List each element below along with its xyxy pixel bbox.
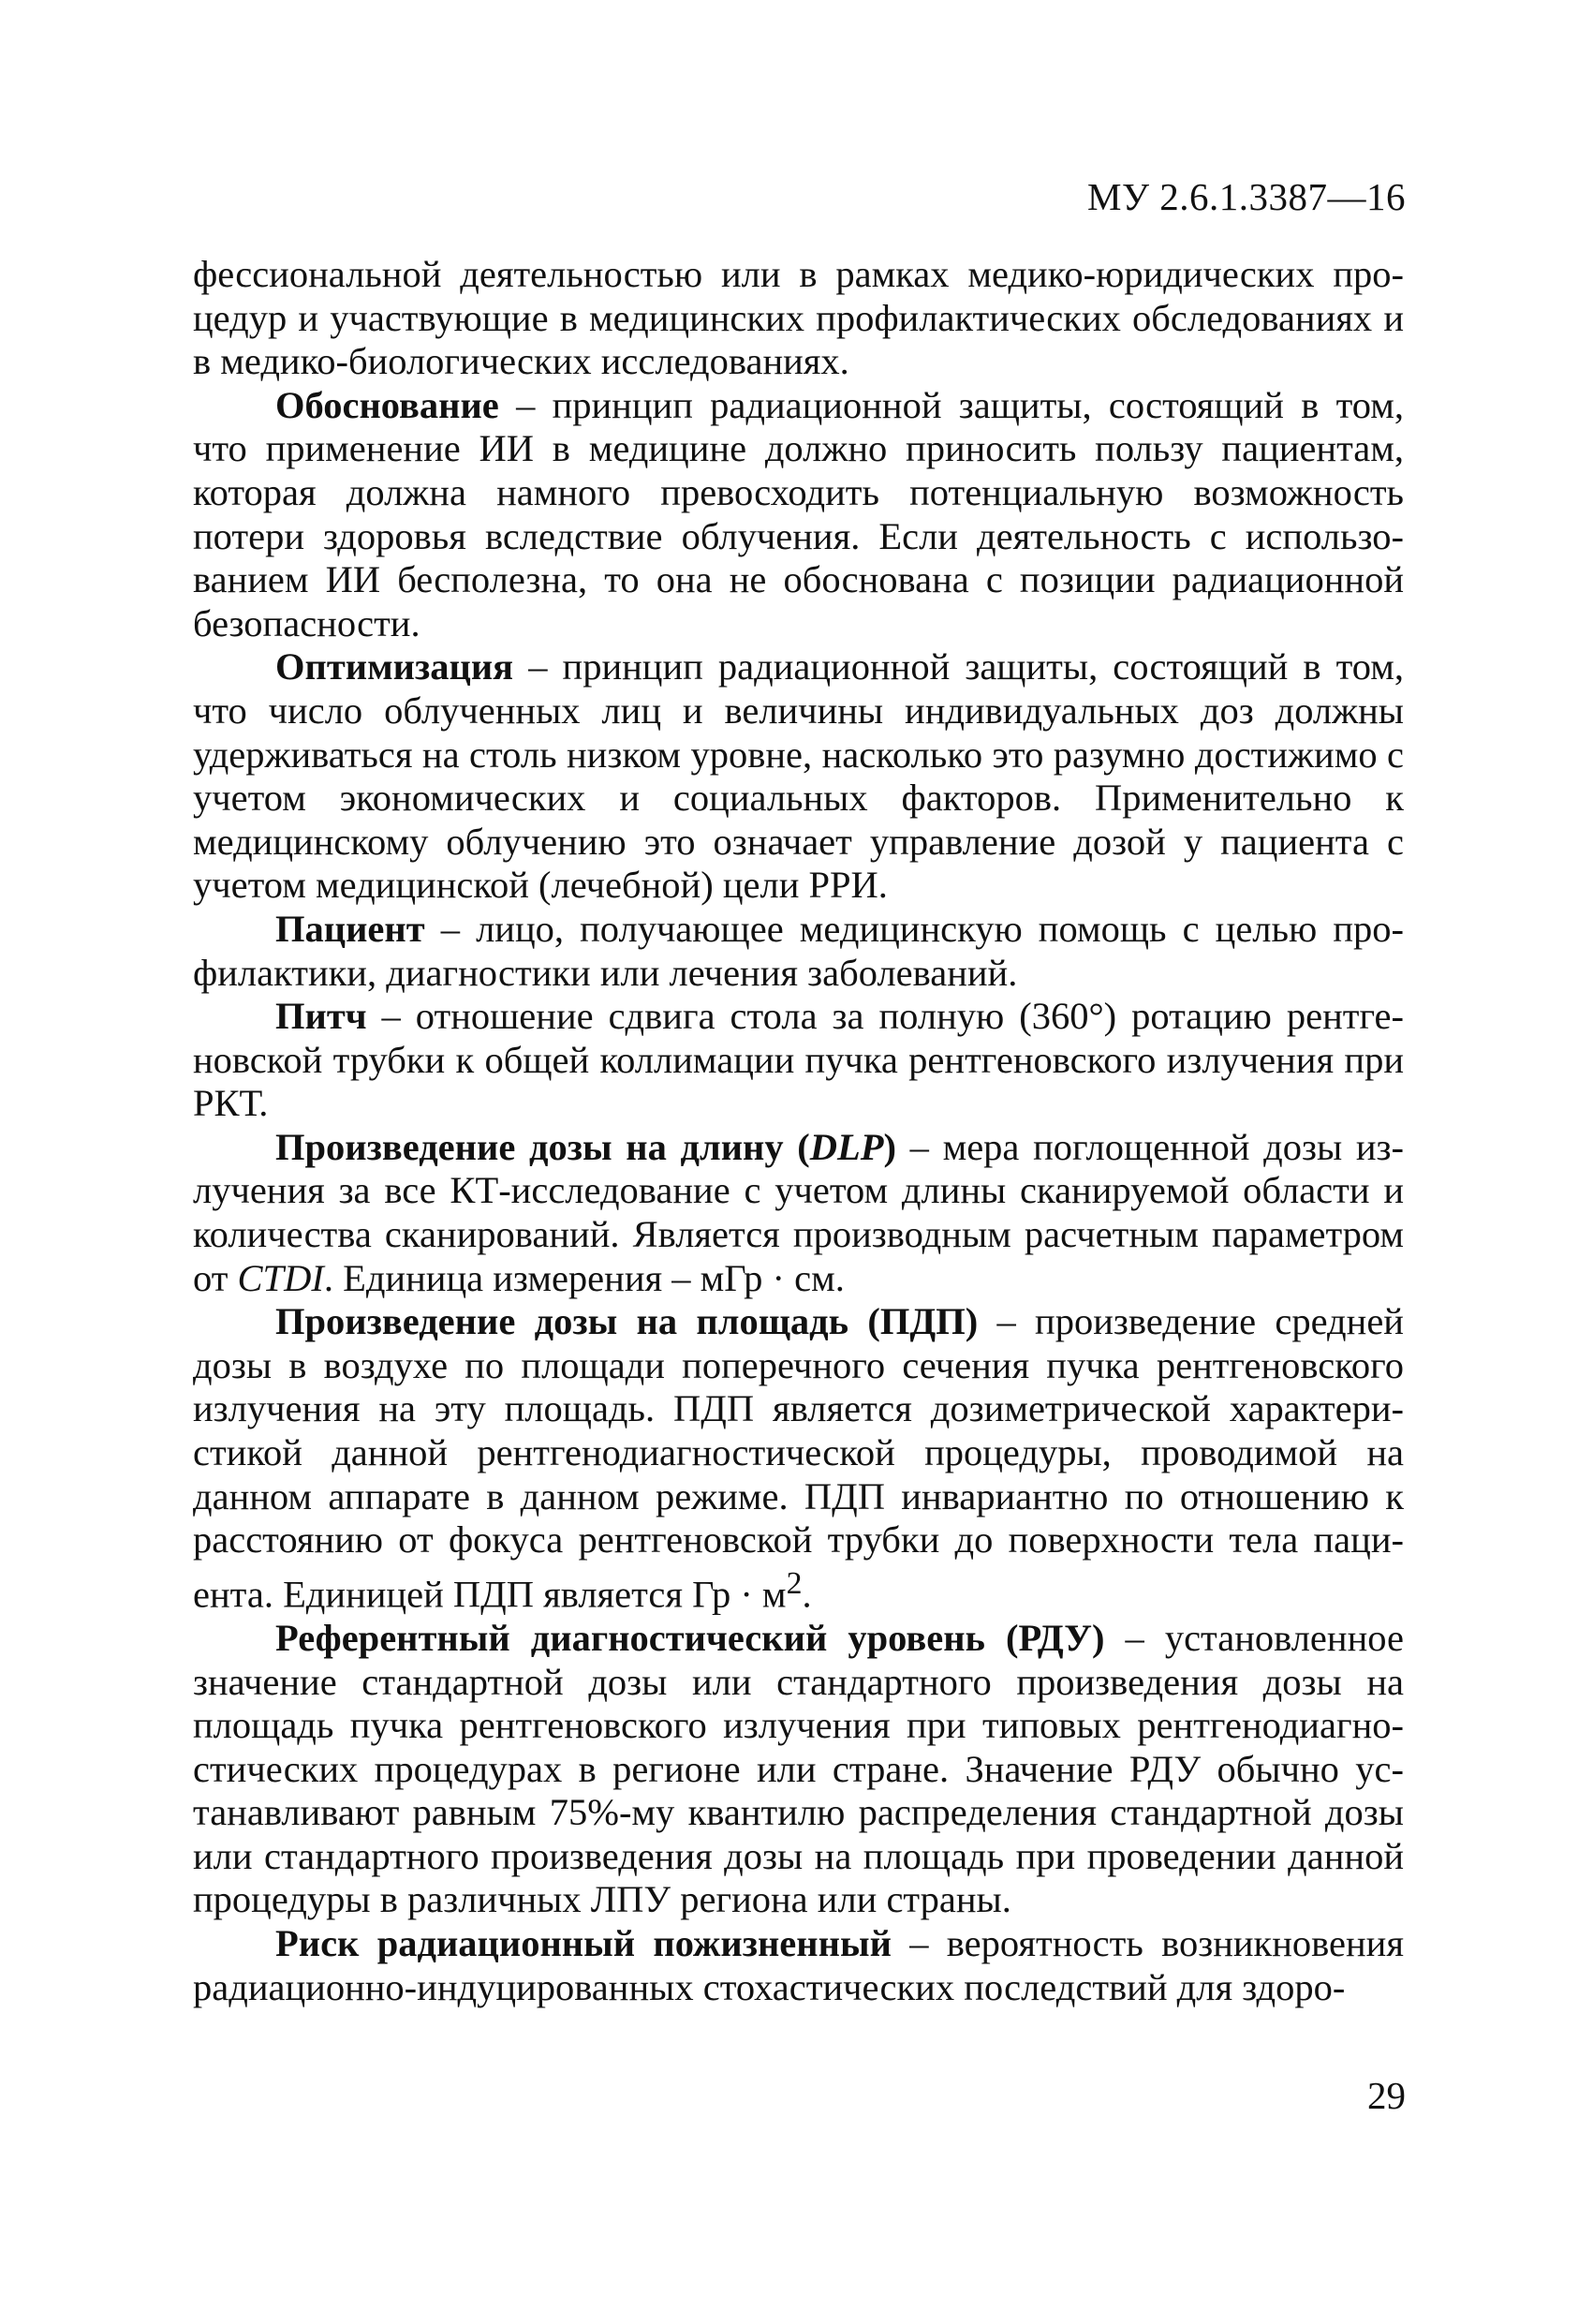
- document-code-header: МУ 2.6.1.3387—16: [1087, 175, 1406, 218]
- definition-term: [275, 1126, 896, 1168]
- definition-text: – произведение средней дозы в воздухе по площади поперечного сечения пучка рентгеновского излучения на эту площадь. ПДП является дозиметрической характеристикой данной рентгенодиагностической процедуры, проводимой на данном аппарате в данном режиме. ПДП инвариантно по отношению к расстоянию от фокуса рентгеновской трубки до поверхности тела пациента. Единицей ПДП является Гр · м: [193, 1300, 1404, 1616]
- page-number: 29: [1367, 2074, 1406, 2117]
- definition-text: – лицо, получающее медицинскую помощь с целью профилактики, диагностики или лечения заболеваний.: [193, 907, 1404, 994]
- document-body: [193, 253, 1404, 2009]
- paragraph-continuation: [193, 253, 1404, 384]
- definition-term: Обоснование: [275, 383, 499, 426]
- definition-patsient: [193, 908, 1404, 995]
- definition-text: – отношение сдвига стола за полную (360°) ротацию рентгеновской трубки к общей коллимации пучка рентгеновского излучения при РКТ.: [193, 995, 1404, 1125]
- definition-obosnovanie: [193, 384, 1404, 646]
- definition-term: Пациент: [275, 907, 425, 950]
- definition-rdu: [193, 1617, 1404, 1922]
- definition-optimizatsiya: [193, 645, 1404, 908]
- definition-text: – принцип радиационной защиты, состоящий в том, что число облученных лиц и величины индивидуальных доз должны удерживаться на столь низком уровне, насколько это разумно достижимо с учетом экономических и социальных факторов. Применительно к медицинскому облучению это означает управление дозой у пациента с учетом медицинской (лечебной) цели РРИ.: [193, 645, 1404, 907]
- definition-term-main: Произведение дозы на длину (: [275, 1125, 810, 1168]
- definition-pitch: [193, 995, 1404, 1126]
- definition-term: Питч: [275, 995, 367, 1038]
- definition-text: – принцип радиационной защиты, состоящий в том, что применение ИИ в медицине должно приносить пользу пациентам, которая должна намного превосходить потенциальную возможность потери здоровья вследствие облучения. Если деятельность с использованием ИИ бесполезна, то она не обоснована с позиции радиационной безопасности.: [193, 383, 1404, 644]
- paragraph-text: фессиональной деятельностью или в рамках медико-юридических процедур и участвующие в медицинских профилактических обследованиях и в медико-биологических исследованиях.: [193, 253, 1404, 383]
- definition-term: Оптимизация: [275, 645, 514, 688]
- definition-text-italic: CTDI: [237, 1256, 324, 1299]
- definition-text: – мера поглощенной дозы излучения за все КТ-исследование с учетом длины сканируемой области и количества сканирований. Является производным расчетным параметром от: [193, 1125, 1404, 1299]
- definition-text: – установленное значение стандартной дозы или стандартного произведения дозы на площадь пучка рентгеновского излучения при типовых рентгенодиагностических процедурах в регионе или стране. Значение РДУ обычно устанавливают равным 75%-му квантилю распределения стандартной дозы или стандартного произведения дозы на площадь при проведении данной процедуры в различных ЛПУ региона или страны.: [193, 1616, 1404, 1921]
- definition-dlp: [193, 1126, 1404, 1300]
- definition-term-suffix: ): [883, 1125, 897, 1168]
- definition-term: Референтный диагностический уровень (РДУ): [275, 1616, 1105, 1659]
- definition-term-italic: DLP: [809, 1125, 884, 1168]
- definition-term: Риск радиационный пожизненный: [275, 1922, 892, 1965]
- definition-text-end: . Единица измерения – мГр · см.: [323, 1256, 845, 1299]
- definition-pdp: [193, 1300, 1404, 1617]
- definition-text-end: .: [802, 1573, 812, 1616]
- definition-text: – вероятность возникновения радиационно-индуцированных стохастических последствий для здоро-: [193, 1922, 1404, 2008]
- superscript: 2: [786, 1565, 803, 1601]
- definition-term: Произведение дозы на площадь (ПДП): [275, 1300, 979, 1343]
- definition-risk: [193, 1922, 1404, 2009]
